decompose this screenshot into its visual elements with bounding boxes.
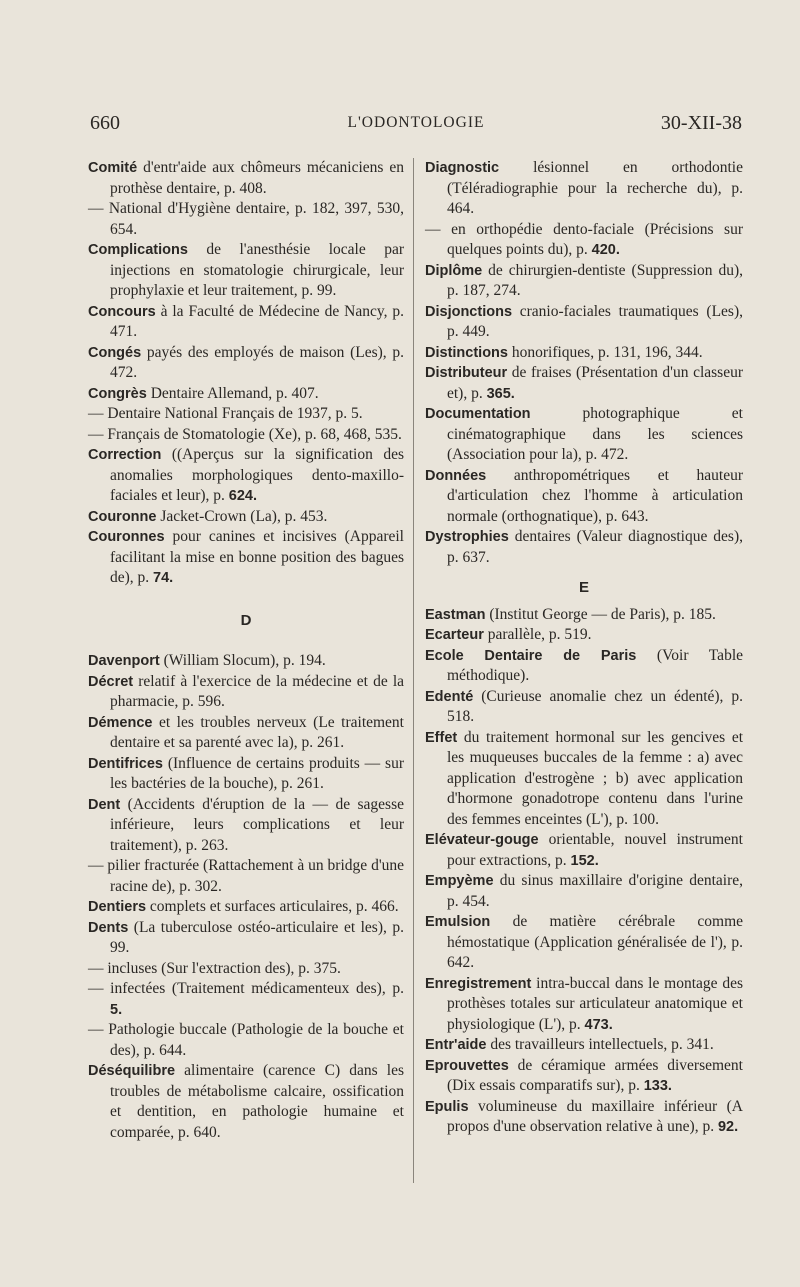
entry-keyword: Dentifrices <box>88 755 163 772</box>
index-entry <box>88 979 404 1020</box>
entry-keyword: Données <box>425 467 487 484</box>
entry-text: de chirurgien-dentiste (Suppression du), p. 187, 274. <box>447 261 743 299</box>
entry-keyword: Décret <box>88 673 134 690</box>
index-entry <box>88 527 404 589</box>
index-entry <box>88 672 404 713</box>
entry-keyword: Correction <box>88 447 162 463</box>
entry-keyword: Edenté <box>425 688 474 705</box>
entry-page-bold: 624. <box>228 488 258 504</box>
index-list-d <box>88 651 404 1143</box>
entry-text: photographique et cinématographique dans les sciences (Association pour la), p. 472. <box>447 405 743 463</box>
entry-keyword: Distinctions <box>425 344 508 361</box>
entry-text: à la Faculté de Médecine de Nancy, p. 471. <box>110 302 404 340</box>
entry-text: anthropométriques et hauteur d'articulation chez l'homme à articulation normale (orthognatique), p. 643. <box>447 466 743 525</box>
index-entry <box>88 240 404 302</box>
entry-text: Dentaire Allemand, p. 407. <box>146 384 319 402</box>
entry-keyword: Eastman <box>425 606 486 623</box>
entry-text: de céramique armées diversement (Dix essais comparatifs sur), p. <box>447 1056 743 1094</box>
issue-date: 30-XII-38 <box>660 112 742 134</box>
index-entry <box>88 795 404 857</box>
index-entry <box>425 830 743 871</box>
index-entry <box>88 754 404 795</box>
entry-text: ((Aperçus sur la signification des anomalies morphologiques dento-maxillo-faciales et leur), p. <box>110 446 404 504</box>
entry-text: complets et surfaces articulaires, p. 466. <box>146 898 399 915</box>
entry-text: dentaires (Valeur diagnostique des), p. 637. <box>447 528 743 566</box>
entry-text: intra-buccal dans le montage des prothèses totales sur articulateur anatomique et physiologique (L'), p. <box>447 974 743 1033</box>
entry-keyword: Diagnostic <box>425 160 500 176</box>
index-entry <box>425 625 743 646</box>
right-column <box>425 158 743 1138</box>
entry-text: payés des employés de maison (Les), p. 472. <box>110 343 404 381</box>
index-entry <box>88 713 404 754</box>
entry-text: — pilier fracturée (Rattachement à un bridge d'une racine de), p. 302. <box>88 857 404 895</box>
index-entry <box>425 1056 743 1097</box>
journal-title: L'ODONTOLOGIE <box>347 114 485 131</box>
index-entry <box>425 605 743 626</box>
entry-text: parallèle, p. 519. <box>483 626 592 643</box>
index-entry <box>425 363 743 404</box>
entry-text: orientable, nouvel instrument pour extractions, p. <box>447 831 743 869</box>
index-entry <box>425 466 743 528</box>
entry-text: — Français de Stomatologie (Xe), p. 68, 468, 535. <box>88 425 402 443</box>
entry-keyword: Ecarteur <box>425 627 484 643</box>
entry-keyword: Dents <box>88 919 129 936</box>
entry-page-bold: 92. <box>717 1119 739 1135</box>
index-entry <box>425 912 743 974</box>
index-entry <box>88 425 404 446</box>
entry-page-bold: 420. <box>591 242 620 258</box>
entry-keyword: Disjonctions <box>425 303 513 320</box>
entry-text: (Institut George — de Paris), p. 185. <box>485 605 716 623</box>
column-divider <box>413 158 414 1183</box>
entry-text: de fraises (Présentation d'un classeur et), p. <box>447 364 743 402</box>
entry-text: (Accidents d'éruption de la — de sagesse inférieure, leurs complications et leur traitement), p. 263. <box>110 795 404 854</box>
index-entry <box>88 1061 404 1143</box>
index-entry <box>88 445 404 507</box>
entry-text: (William Slocum), p. 194. <box>159 652 326 669</box>
index-entry <box>88 199 404 240</box>
entry-keyword: Couronnes <box>88 529 165 545</box>
entry-keyword: Complications <box>88 242 188 258</box>
index-entry <box>425 343 743 364</box>
entry-keyword: Eprouvettes <box>425 1057 509 1074</box>
index-entry <box>88 918 404 959</box>
index-entry <box>425 1035 743 1056</box>
entry-keyword: Elévateur-gouge <box>425 832 539 848</box>
entry-text: cranio-faciales traumatiques (Les), p. 449. <box>447 302 743 340</box>
entry-text: pour canines et incisives (Appareil facilitant la mise en bonne position des bagues de), p. <box>110 528 404 586</box>
index-entry <box>425 404 743 466</box>
entry-keyword: Entr'aide <box>425 1037 487 1053</box>
entry-text: alimentaire (carence C) dans les troubles de métabolisme calcaire, ossification et dentition, en pathologie humaine et comparée, p. 640. <box>110 1062 404 1141</box>
index-entry <box>88 343 404 384</box>
index-entry <box>425 302 743 343</box>
index-entry <box>88 158 404 199</box>
entry-keyword: Distributeur <box>425 365 508 381</box>
entry-keyword: Dentiers <box>88 899 147 915</box>
entry-keyword: Ecole Dentaire de Paris <box>425 647 637 664</box>
index-entry <box>88 404 404 425</box>
index-entry <box>88 959 404 980</box>
entry-page-bold: 133. <box>643 1078 672 1094</box>
entry-text: Jacket-Crown (La), p. 453. <box>156 507 328 525</box>
entry-keyword: Congés <box>88 344 142 361</box>
entry-keyword: Davenport <box>88 653 160 669</box>
entry-keyword: Diplôme <box>425 262 483 279</box>
entry-page-bold: 365. <box>486 385 515 402</box>
entry-text: (Voir Table méthodique). <box>447 646 743 684</box>
index-entry <box>425 261 743 302</box>
index-entry <box>88 651 404 672</box>
entry-text: — National d'Hygiène dentaire, p. 182, 397, 530, 654. <box>88 200 404 238</box>
entry-keyword: Congrès <box>88 385 147 402</box>
index-entry <box>425 974 743 1036</box>
entry-keyword: Dystrophies <box>425 529 509 545</box>
entry-keyword: Empyème <box>425 873 494 889</box>
entry-text: relatif à l'exercice de la médecine et de la pharmacie, p. 596. <box>110 672 404 710</box>
index-entry <box>88 856 404 897</box>
index-list-d-cont <box>425 158 743 568</box>
page-number: 660 <box>90 112 120 134</box>
left-column <box>88 158 404 1143</box>
index-entry <box>425 527 743 568</box>
entry-text: du sinus maxillaire d'origine dentaire, p. 454. <box>447 872 743 910</box>
entry-keyword: Epulis <box>425 1098 469 1115</box>
entry-text: du traitement hormonal sur les gencives et les muqueuses buccales de la femme : a) avec application d'estrogène ; b) avec application d'hormone gonadotrope contenu dans l'urine des femmes enceintes (L'), p. 100. <box>447 728 743 828</box>
entry-text: (Curieuse anomalie chez un édenté), p. 518. <box>447 687 743 725</box>
entry-text: volumineuse du maxillaire inférieur (A propos d'une observation relative à une), p. <box>447 1097 743 1135</box>
entry-text: de l'anesthésie locale par injections en stomatologie chirurgicale, leur prophylaxie et leur traitement, p. 99. <box>110 241 404 299</box>
index-entry <box>425 728 743 831</box>
index-entry <box>425 220 743 261</box>
index-entry <box>88 507 404 528</box>
entry-text: d'entr'aide aux chômeurs mécaniciens en prothèse dentaire, p. 408. <box>110 159 404 197</box>
entry-keyword: Couronne <box>88 508 157 525</box>
section-heading-e: E <box>578 579 589 596</box>
entry-text: lésionnel en orthodontie (Téléradiographie pour la recherche du), p. 464. <box>447 159 743 217</box>
entry-keyword: Enregistrement <box>425 975 532 992</box>
index-entry <box>88 897 404 918</box>
entry-text: de matière cérébrale comme hémostatique (Application généralisée de l'), p. 642. <box>447 913 743 971</box>
index-list-c <box>88 158 404 589</box>
entry-text: (Influence de certains produits — sur les bactéries de la bouche), p. 261. <box>110 754 404 792</box>
entry-text: — Dentaire National Français de 1937, p. 5. <box>88 405 363 422</box>
entry-text: honorifiques, p. 131, 196, 344. <box>507 343 703 361</box>
section-heading-d: D <box>240 611 252 629</box>
page-header <box>90 112 742 138</box>
entry-keyword: Comité <box>88 160 138 176</box>
entry-keyword: Effet <box>425 729 458 746</box>
index-entry <box>88 1020 404 1061</box>
entry-keyword: Documentation <box>425 406 531 422</box>
entry-keyword: Dent <box>88 796 121 813</box>
index-entry <box>88 302 404 343</box>
index-entry <box>425 687 743 728</box>
entry-text: — incluses (Sur l'extraction des), p. 375. <box>88 959 341 977</box>
entry-keyword: Emulsion <box>425 914 491 930</box>
entry-text: — infectées (Traitement médicamenteux des), p. <box>88 980 404 997</box>
entry-text: des travailleurs intellectuels, p. 341. <box>486 1036 714 1053</box>
index-entry <box>425 158 743 220</box>
entry-text: — en orthopédie dento-faciale (Précisions sur quelques points du), p. <box>425 220 743 258</box>
entry-page-bold: 473. <box>584 1016 613 1033</box>
index-entry <box>88 384 404 405</box>
entry-page-bold: 152. <box>570 852 599 869</box>
entry-keyword: Démence <box>88 714 153 731</box>
entry-text: — Pathologie buccale (Pathologie de la bouche et des), p. 644. <box>88 1021 404 1059</box>
entry-text: (La tuberculose ostéo-articulaire et les), p. 99. <box>110 918 404 956</box>
entry-page-bold: 5. <box>110 1001 123 1018</box>
entry-page-bold: 74. <box>153 570 174 586</box>
entry-keyword: Concours <box>88 303 156 320</box>
entry-keyword: Déséquilibre <box>88 1063 176 1079</box>
index-entry <box>425 1097 743 1138</box>
entry-text: et les troubles nerveux (Le traitement dentaire et sa parenté avec la), p. 261. <box>110 713 404 751</box>
index-entry <box>425 646 743 687</box>
index-entry <box>425 871 743 912</box>
index-list-e <box>425 605 743 1138</box>
